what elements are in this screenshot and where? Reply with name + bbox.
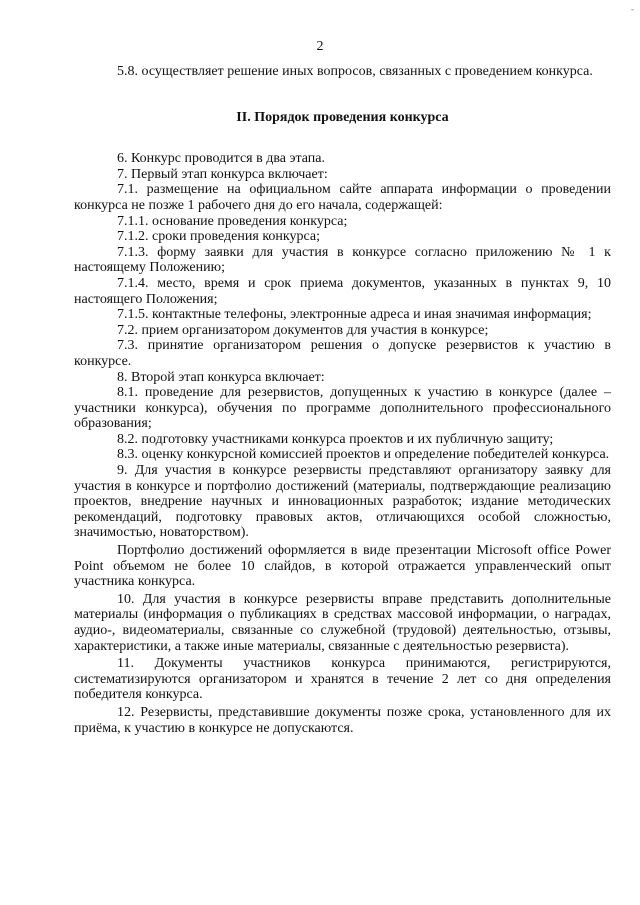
paragraph: 7. Первый этап конкурса включает: — [117, 166, 328, 182]
paragraph: 6. Конкурс проводится в два этапа. — [117, 151, 326, 167]
document-body — [74, 64, 611, 736]
paragraph: 9. Для участия в конкурсе резервисты представляют организатору заявку для участия в конкурсе и портфолио достижений (материалы, подтверждающие реализацию проектов, внедрение научных и инновационных разработок; издание методических рекомендаций, подготовку правовых актов, отличающихся особой сложностью, значимостью, новаторством). — [74, 463, 611, 541]
paragraph: 8.3. оценку конкурсной комиссией проектов и определение победителей конкурса. — [117, 447, 610, 463]
paragraph: 7.1.5. контактные телефоны, электронные адреса и иная значимая информация; — [117, 307, 592, 323]
paragraph: 7.3. принятие организатором решения о допуске резервистов к участию в конкурсе. — [74, 338, 611, 369]
corner-mark: - — [631, 4, 634, 14]
paragraph: 7.2. прием организатором документов для участия в конкурсе; — [117, 322, 489, 338]
paragraph: 12. Резервисты, представившие документы позже срока, установленного для их приёма, к участию в конкурсе не допускаются. — [74, 704, 611, 736]
paragraph: 8.2. подготовку участниками конкурса проектов и их публичную защиту; — [117, 431, 554, 447]
paragraph: 8.1. проведение для резервистов, допущенных к участию в конкурсе (далее – участники конкурса), обучения по программе дополнительного профессионального образования; — [74, 385, 611, 432]
paragraph: 11. Документы участников конкурса принимаются, регистрируются, систематизируются организатором и хранятся в течение 2 лет со дня определения победителя конкурса. — [74, 656, 611, 703]
paragraph: Портфолио достижений оформляется в виде презентации Microsoft office Power Point объемом не более 10 слайдов, в которой отражается управленческий опыт участника конкурса. — [74, 543, 611, 590]
paragraph: 7.1.1. основание проведения конкурса; — [117, 213, 348, 229]
paragraph: 7.1.3. форму заявки для участия в конкурсе согласно приложению № 1 к настоящему Положению; — [74, 244, 611, 276]
section-heading: II. Порядок проведения конкурса — [236, 109, 449, 125]
paragraph: 7.1. размещение на официальном сайте аппарата информации о проведении конкурса не позже 1 рабочего дня до его начала, содержащей: — [74, 182, 611, 213]
paragraph: 8. Второй этап конкурса включает: — [117, 369, 325, 385]
page-number: 2 — [316, 39, 324, 54]
paragraph: 10. Для участия в конкурсе резервисты вправе представить дополнительные материалы (информация о публикациях в средствах массовой информации, о наградах, аудио-, видеоматериалы, связанные со служебной (трудовой) деятельностью, отзывы, характеристики, а также иные материалы, связанные с деятельностью резервиста). — [74, 591, 611, 654]
paragraph-5-8: 5.8. осуществляет решение иных вопросов, связанных с проведением конкурса. — [117, 64, 593, 79]
paragraph: 7.1.4. место, время и срок приема документов, указанных в пунктах 9, 10 настоящего Положения; — [74, 275, 611, 307]
paragraph: 7.1.2. сроки проведения конкурса; — [117, 229, 320, 245]
